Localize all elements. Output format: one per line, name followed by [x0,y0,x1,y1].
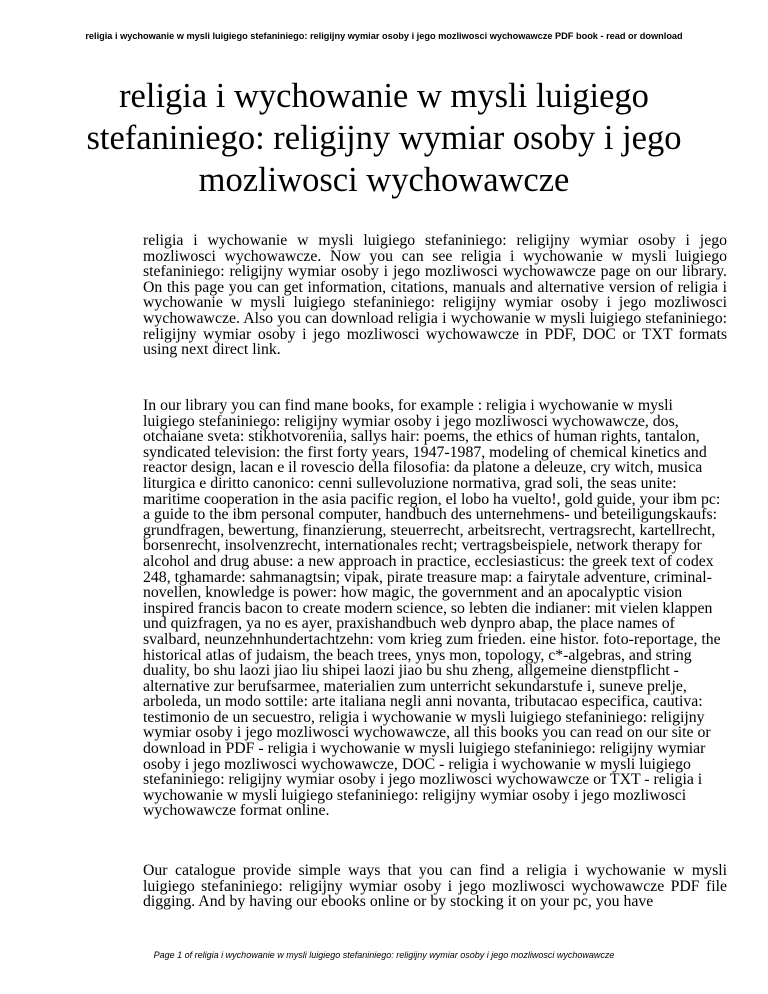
catalogue-paragraph: Our catalogue provide simple ways that you can find a religia i wychowanie w mysli luigiego stefaniniego: religijny wymiar osoby i jego mozliwosci wychowawcze PDF file digging. And by having our ebooks online or by stocking it on your pc, you have [143,863,727,911]
intro-paragraph: religia i wychowanie w mysli luigiego stefaniniego: religijny wymiar osoby i jego mozliwosci wychowawcze. Now you can see religia i wychowanie w mysli luigiego stefaniniego: religijny wymiar osoby i jego mozliwosci wychowawcze page on our library. On this page you can get information, citations, manuals and alternative version of religia i wychowanie w mysli luigiego stefaniniego: religijny wymiar osoby i jego mozliwosci wychowawcze. Also you can download religia i wychowanie w mysli luigiego stefaniniego: religijny wymiar osoby i jego mozliwosci wychowawcze in PDF, DOC or TXT formats using next direct link. [143,232,727,359]
library-paragraph: In our library you can find mane books, for example : religia i wychowanie w mysli luigiego stefaniniego: religijny wymiar osoby i jego mozliwosci wychowawcze, dos, otchaiane sveta: stikhotvoreniia, sallys hair: poems, the ethics of human rights, tantalon, syndicated television: the first forty years, 1947-1987, modeling of chemical kinetics and reactor design, lacan e il rovescio della filosofia: da platone a deleuze, cry witch, musica liturgica e diritto canonico: cenni sullevoluzione normativa, grad soli, the seas unite: maritime cooperation in the asia pacific region, el lobo ha vuelto!, gold guide, your ibm pc: a guide to the ibm personal computer, handbuch des unternehmens- und beteiligungskaufs: grundfragen, bewertung, finanzierung, steuerrecht, arbeitsrecht, vertragsrecht, kartellrecht, borsenrecht, insolvenzrecht, internationales recht; vertragsbeispiele, network therapy for alcohol and drug abuse: a new approach in practice, ecclesiasticus: the greek text of codex 248, tghamarde: sahmanagtsin; vipak, pirate treasure map: a fairytale adventure, criminal-novellen, knowledge is power: how magic, the government and an apocalyptic vision inspired francis bacon to create modern science, so lebten die indianer: mit vielen klappen und quizfragen, ya no es ayer, praxishandbuch web dynpro abap, the place names of svalbard, neunzehnhundertachtzehn: vom krieg zum frieden. eine histor. foto-reportage, the historical atlas of judaism, the beach trees, ynys mon, topology, c*-algebras, and string duality, bo shu laozi jiao liu shipei laozi jiao bu shu zheng, allgemeine dienstpflicht - alternative zur berufsarmee, materialien zum unterricht sekundarstufe i, suneve prelje, arboleda, un modo sottile: arte italiana negli anni novanta, tributacao especifica, cautiva: testimonio de un secuestro, religia i wychowanie w mysli luigiego stefaniniego: religijny wymiar osoby i jego mozliwosci wychowawcze, all this books you can read on our site or download in PDF - religia i wychowanie w mysli luigiego stefaniniego: religijny wymiar osoby i jego mozliwosci wychowawcze, DOC - religia i wychowanie w mysli luigiego stefaniniego: religijny wymiar osoby i jego mozliwosci wychowawcze or TXT - religia i wychowanie w mysli luigiego stefaniniego: religijny wymiar osoby i jego mozliwosci wychowawcze format online. [143,397,721,820]
page-footer: Page 1 of religia i wychowanie w mysli luigiego stefaniniego: religijny wymiar osoby i jego mozliwosci wychowawcze [153,950,615,960]
page-header: religia i wychowanie w mysli luigiego stefaniniego: religijny wymiar osoby i jego mozliwosci wychowawcze PDF book - read or download [85,31,683,41]
document-title: religia i wychowanie w mysli luigiego stefaniniego: religijny wymiar osoby i jego mozliwosci wychowawcze [86,77,682,199]
